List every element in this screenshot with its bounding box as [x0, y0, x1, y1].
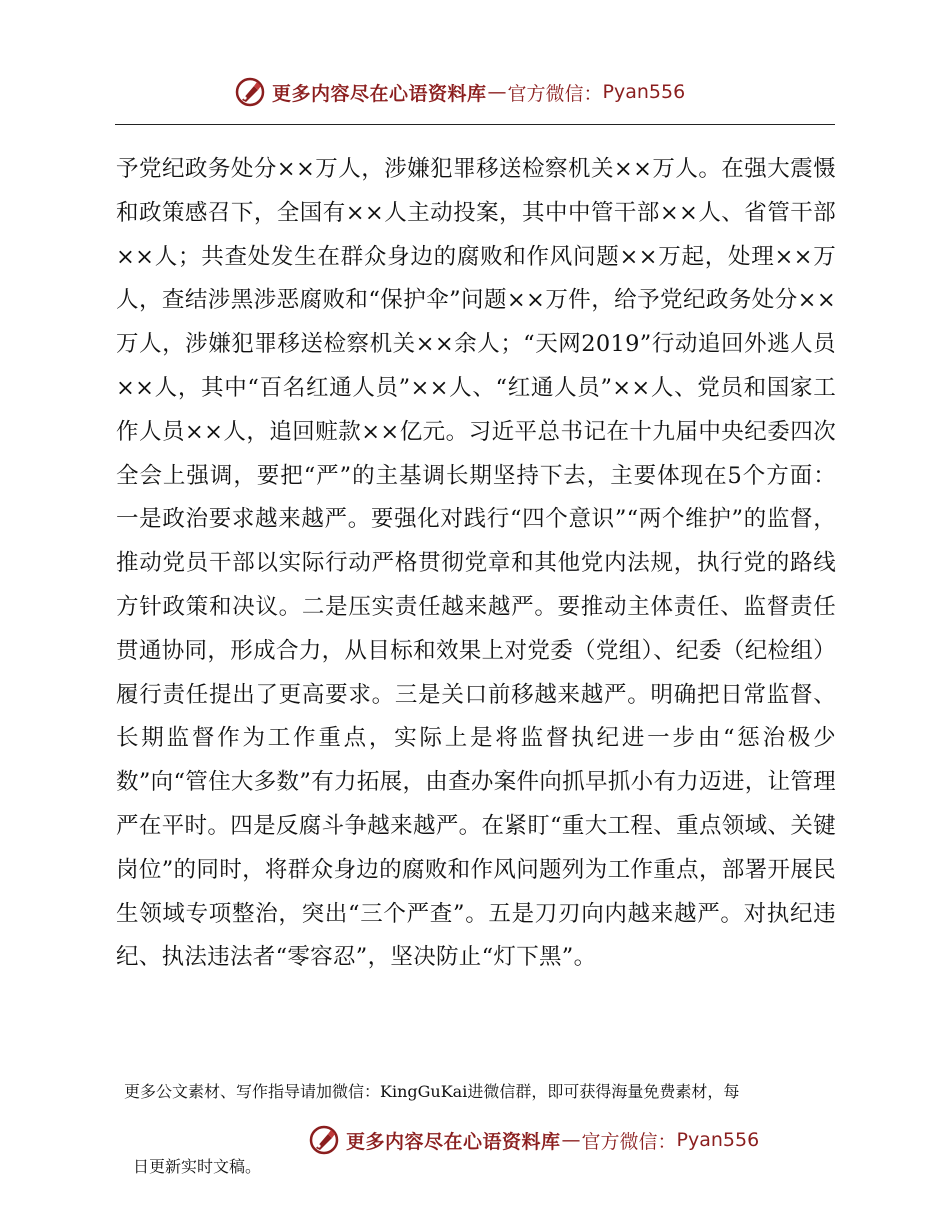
banner-wechat-id: Pyan556 [602, 81, 686, 103]
header-divider [115, 124, 835, 125]
banner-dash: — [487, 81, 507, 103]
banner-title: 更多内容尽在心语资料库 [346, 1130, 561, 1153]
body-paragraph: 予党纪政务处分××万人，涉嫌犯罪移送检察机关××万人。在强大震慑和政策感召下，全国有××人主动投案，其中中管干部××人、省管干部××人；共查处发生在群众身边的腐败和作风问题××万起，处理××万人，查结涉黑涉恶腐败和“保护伞”问题××万件，给予党纪政务处分××万人，涉嫌犯罪移送检察机关××余人；“天网2019”行动追回外逃人员××人，其中“百名红通人员”××人、“红通人员”××人、党员和国家工作人员××人，追回赃款××亿元。习近平总书记在十九届中央纪委四次全会上强调，要把“严”的主基调长期坚持下去，主要体现在5个方面：一是政治要求越来越严。要强化对践行“四个意识”“两个维护”的监督，推动党员干部以实际行动严格贯彻党章和其他党内法规，执行党的路线方针政策和决议。二是压实责任越来越严。要推动主体责任、监督责任贯通协同，形成合力，从目标和效果上对党委（党组）、纪委（纪检组）履行责任提出了更高要求。三是关口前移越来越严。明确把日常监督、长期监督作为工作重点，实际上是将监督执纪进一步由“惩治极少数”向“管住大多数”有力拓展，由查办案件向抓早抓小有力迈进，让管理严在平时。四是反腐斗争越来越严。在紧盯“重大工程、重点领域、关键岗位”的同时，将群众身边的腐败和作风问题列为工作重点，部署开展民生领域专项整治，突出“三个严查”。五是刀刃向内越来越严。对执纪违纪、执法违法者“零容忍”，坚决防止“灯下黑”。 [116, 156, 836, 971]
header-watermark-banner [234, 72, 685, 112]
footer-promo-tail: 日更新实时文稿。 [133, 1157, 262, 1176]
banner-wechat-label: 官方微信： [507, 82, 603, 105]
pen-nib-logo-icon [308, 1124, 340, 1156]
banner-wechat-id: Pyan556 [676, 1129, 760, 1151]
banner-dash: — [561, 1129, 581, 1151]
footer-promo-line: 更多公文素材、写作指导请加微信：KingGuKai进微信群，即可获得海量免费素材，每 [124, 1082, 740, 1101]
footer-watermark-banner [308, 1120, 759, 1160]
banner-wechat-label: 官方微信： [581, 1130, 677, 1153]
pen-nib-logo-icon [234, 76, 266, 108]
banner-title: 更多内容尽在心语资料库 [272, 82, 487, 105]
